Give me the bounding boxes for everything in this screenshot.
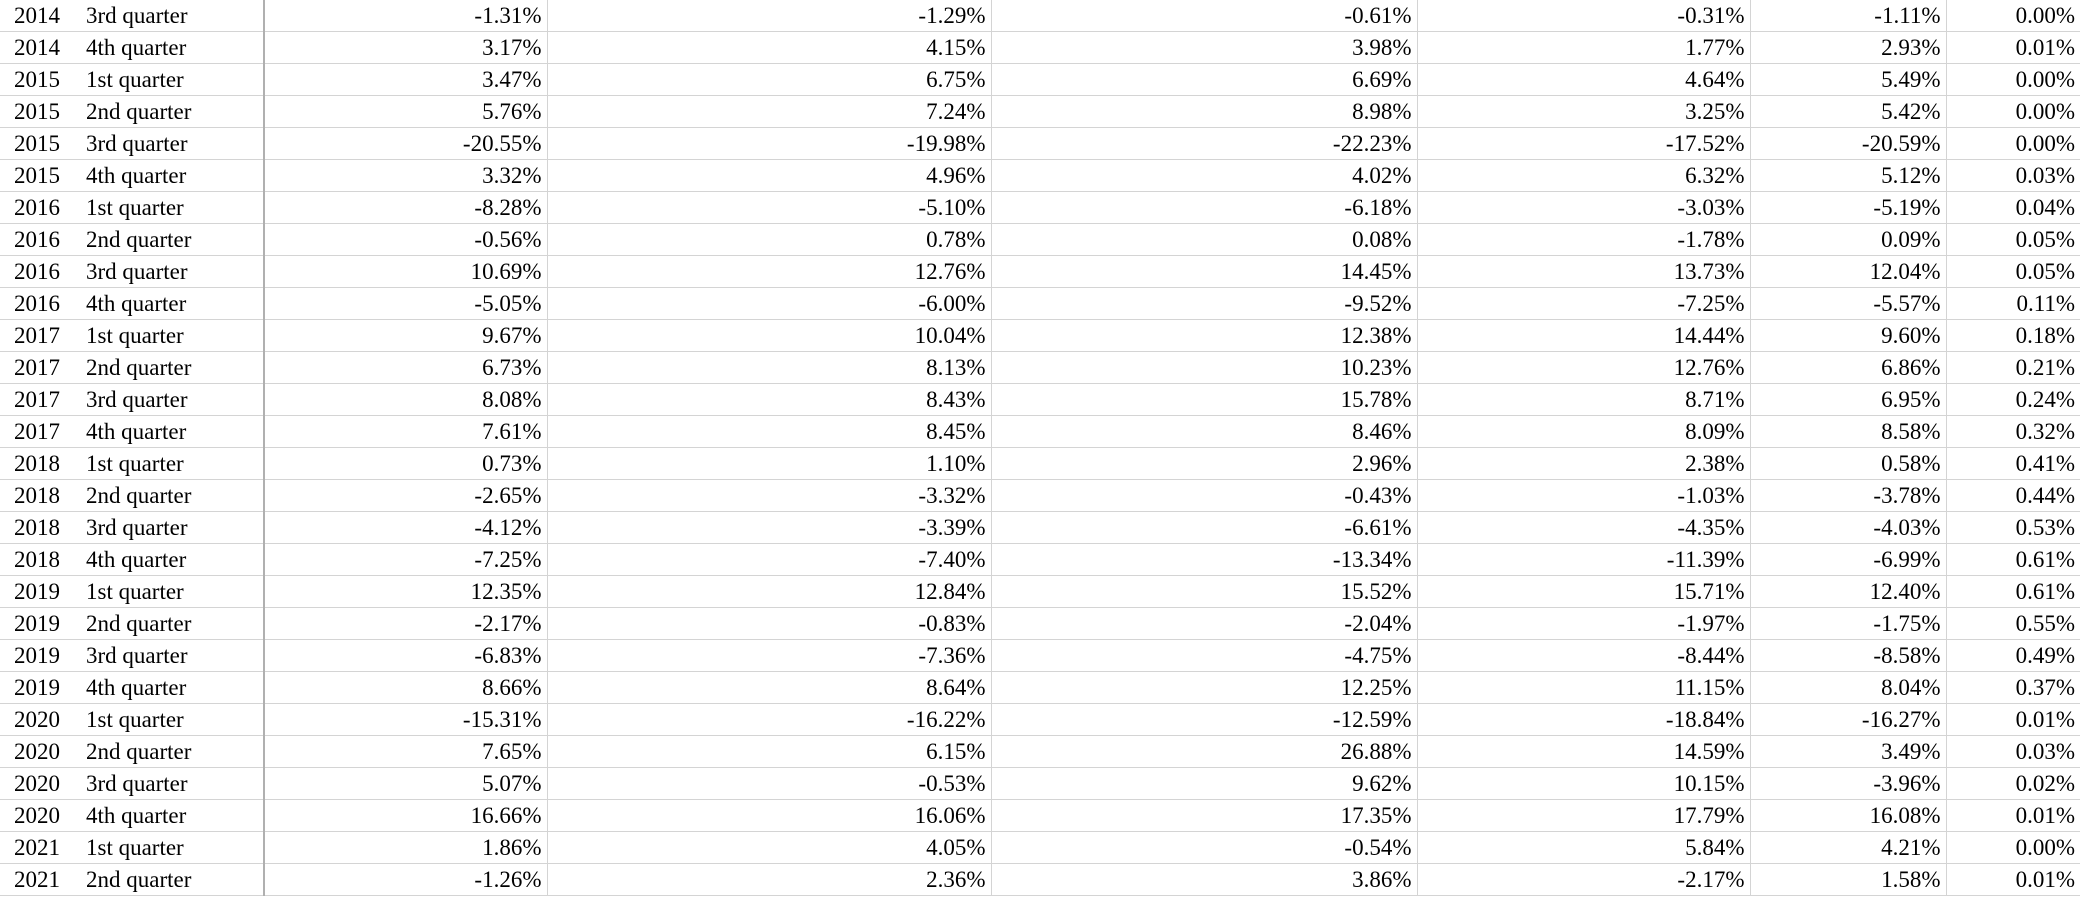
period-cell[interactable] — [0, 640, 264, 672]
year-label: 2019 — [14, 579, 60, 604]
return-cell[interactable]: 14.45% — [991, 256, 1417, 288]
return-cell[interactable]: -3.78% — [1750, 480, 1946, 512]
return-cell[interactable]: 8.45% — [547, 416, 991, 448]
table-row — [0, 576, 2080, 608]
return-cell[interactable]: 0.01% — [1946, 32, 2080, 64]
table-row — [0, 352, 2080, 384]
return-cell[interactable]: -6.99% — [1750, 544, 1946, 576]
return-cell[interactable]: 4.64% — [1417, 64, 1750, 96]
table-row — [0, 864, 2080, 896]
period-cell[interactable] — [0, 512, 264, 544]
return-cell[interactable]: -0.53% — [547, 768, 991, 800]
return-cell[interactable]: -17.52% — [1417, 128, 1750, 160]
table-row — [0, 224, 2080, 256]
year-label: 2015 — [14, 163, 60, 188]
return-cell[interactable]: -19.98% — [547, 128, 991, 160]
return-cell[interactable]: 3.86% — [991, 864, 1417, 896]
return-cell[interactable]: 3.17% — [264, 32, 547, 64]
period-cell[interactable] — [0, 576, 264, 608]
table-row — [0, 160, 2080, 192]
year-label: 2021 — [14, 835, 60, 860]
return-cell[interactable]: 14.44% — [1417, 320, 1750, 352]
year-label: 2018 — [14, 451, 60, 476]
return-cell[interactable]: 7.61% — [264, 416, 547, 448]
quarter-label: 1st quarter — [86, 579, 184, 604]
return-cell[interactable]: 0.53% — [1946, 512, 2080, 544]
quarter-label: 3rd quarter — [86, 771, 188, 796]
table-row — [0, 320, 2080, 352]
quarter-label: 4th quarter — [86, 163, 187, 188]
return-cell[interactable]: -20.59% — [1750, 128, 1946, 160]
return-cell[interactable]: 9.60% — [1750, 320, 1946, 352]
period-cell[interactable] — [0, 160, 264, 192]
year-label: 2016 — [14, 259, 60, 284]
return-cell[interactable]: 4.05% — [547, 832, 991, 864]
return-cell[interactable]: 12.35% — [264, 576, 547, 608]
return-cell[interactable]: -4.03% — [1750, 512, 1946, 544]
year-label: 2020 — [14, 771, 60, 796]
return-cell[interactable]: 7.24% — [547, 96, 991, 128]
quarter-label: 1st quarter — [86, 67, 184, 92]
return-cell[interactable]: 4.21% — [1750, 832, 1946, 864]
period-cell[interactable] — [0, 768, 264, 800]
return-cell[interactable]: 0.55% — [1946, 608, 2080, 640]
return-cell[interactable]: 0.01% — [1946, 800, 2080, 832]
return-cell[interactable]: -6.83% — [264, 640, 547, 672]
return-cell[interactable]: 1.86% — [264, 832, 547, 864]
return-cell[interactable]: 8.58% — [1750, 416, 1946, 448]
return-cell[interactable]: 16.08% — [1750, 800, 1946, 832]
return-cell[interactable]: 16.06% — [547, 800, 991, 832]
return-cell[interactable]: 2.38% — [1417, 448, 1750, 480]
return-cell[interactable]: 8.04% — [1750, 672, 1946, 704]
return-cell[interactable]: -22.23% — [991, 128, 1417, 160]
return-cell[interactable]: -5.19% — [1750, 192, 1946, 224]
quarter-label: 2nd quarter — [86, 867, 192, 892]
return-cell[interactable]: 6.32% — [1417, 160, 1750, 192]
table-row — [0, 512, 2080, 544]
return-cell[interactable]: -16.22% — [547, 704, 991, 736]
year-label: 2020 — [14, 739, 60, 764]
year-label: 2014 — [14, 35, 60, 60]
year-label: 2020 — [14, 707, 60, 732]
table-row — [0, 832, 2080, 864]
return-cell[interactable]: 8.13% — [547, 352, 991, 384]
quarter-label: 4th quarter — [86, 675, 187, 700]
return-cell[interactable]: 6.15% — [547, 736, 991, 768]
year-label: 2017 — [14, 387, 60, 412]
period-cell[interactable] — [0, 416, 264, 448]
quarter-label: 1st quarter — [86, 707, 184, 732]
quarter-label: 3rd quarter — [86, 131, 188, 156]
return-cell[interactable]: 0.58% — [1750, 448, 1946, 480]
return-cell[interactable]: -12.59% — [991, 704, 1417, 736]
return-cell[interactable]: 12.38% — [991, 320, 1417, 352]
return-cell[interactable]: -3.32% — [547, 480, 991, 512]
table-row — [0, 288, 2080, 320]
table-row — [0, 544, 2080, 576]
return-cell[interactable]: 5.49% — [1750, 64, 1946, 96]
return-cell[interactable]: 0.05% — [1946, 256, 2080, 288]
quarter-label: 3rd quarter — [86, 387, 188, 412]
period-cell[interactable] — [0, 128, 264, 160]
return-cell[interactable]: 3.32% — [264, 160, 547, 192]
return-cell[interactable]: 0.04% — [1946, 192, 2080, 224]
return-cell[interactable]: 26.88% — [991, 736, 1417, 768]
return-cell[interactable]: 0.61% — [1946, 576, 2080, 608]
table-row — [0, 736, 2080, 768]
return-cell[interactable]: 0.11% — [1946, 288, 2080, 320]
year-label: 2019 — [14, 611, 60, 636]
period-cell[interactable] — [0, 352, 264, 384]
return-cell[interactable]: 15.52% — [991, 576, 1417, 608]
table-row — [0, 800, 2080, 832]
return-cell[interactable]: 3.49% — [1750, 736, 1946, 768]
return-cell[interactable]: 6.69% — [991, 64, 1417, 96]
table-row — [0, 384, 2080, 416]
return-cell[interactable]: 12.40% — [1750, 576, 1946, 608]
return-cell[interactable]: 9.62% — [991, 768, 1417, 800]
return-cell[interactable]: -0.56% — [264, 224, 547, 256]
year-label: 2014 — [14, 3, 60, 28]
return-cell[interactable]: -5.10% — [547, 192, 991, 224]
quarter-label: 1st quarter — [86, 835, 184, 860]
year-label: 2019 — [14, 643, 60, 668]
return-cell[interactable]: 4.15% — [547, 32, 991, 64]
return-cell[interactable]: 0.01% — [1946, 704, 2080, 736]
quarter-label: 2nd quarter — [86, 739, 192, 764]
return-cell[interactable]: 5.84% — [1417, 832, 1750, 864]
return-cell[interactable]: 0.00% — [1946, 64, 2080, 96]
return-cell[interactable]: -6.00% — [547, 288, 991, 320]
return-cell[interactable]: 8.66% — [264, 672, 547, 704]
return-cell[interactable]: 6.75% — [547, 64, 991, 96]
return-cell[interactable]: -7.25% — [1417, 288, 1750, 320]
year-label: 2015 — [14, 99, 60, 124]
table-row — [0, 128, 2080, 160]
return-cell[interactable]: 12.04% — [1750, 256, 1946, 288]
year-label: 2018 — [14, 547, 60, 572]
return-cell[interactable]: 12.84% — [547, 576, 991, 608]
table-row — [0, 32, 2080, 64]
quarter-label: 2nd quarter — [86, 611, 192, 636]
return-cell[interactable]: 0.08% — [991, 224, 1417, 256]
return-cell[interactable]: 8.08% — [264, 384, 547, 416]
year-label: 2020 — [14, 803, 60, 828]
return-cell[interactable]: 0.49% — [1946, 640, 2080, 672]
return-cell[interactable]: 0.32% — [1946, 416, 2080, 448]
table-row — [0, 64, 2080, 96]
return-cell[interactable]: 5.12% — [1750, 160, 1946, 192]
return-cell[interactable]: 15.71% — [1417, 576, 1750, 608]
return-cell[interactable]: 0.02% — [1946, 768, 2080, 800]
return-cell[interactable]: -1.75% — [1750, 608, 1946, 640]
return-cell[interactable]: 2.36% — [547, 864, 991, 896]
table-row — [0, 416, 2080, 448]
return-cell[interactable]: -18.84% — [1417, 704, 1750, 736]
table-row — [0, 96, 2080, 128]
table-row — [0, 640, 2080, 672]
period-cell[interactable] — [0, 608, 264, 640]
return-cell[interactable]: -5.05% — [264, 288, 547, 320]
return-cell[interactable]: 0.73% — [264, 448, 547, 480]
quarter-label: 1st quarter — [86, 323, 184, 348]
period-cell[interactable] — [0, 32, 264, 64]
return-cell[interactable]: -0.43% — [991, 480, 1417, 512]
return-cell[interactable]: 10.23% — [991, 352, 1417, 384]
return-cell[interactable]: 5.42% — [1750, 96, 1946, 128]
period-cell[interactable] — [0, 832, 264, 864]
year-label: 2018 — [14, 483, 60, 508]
return-cell[interactable]: -1.78% — [1417, 224, 1750, 256]
return-cell[interactable]: 6.86% — [1750, 352, 1946, 384]
period-cell[interactable] — [0, 224, 264, 256]
quarter-label: 3rd quarter — [86, 3, 188, 28]
return-cell[interactable]: 6.73% — [264, 352, 547, 384]
period-cell[interactable] — [0, 736, 264, 768]
return-cell[interactable]: -2.04% — [991, 608, 1417, 640]
return-cell[interactable]: 0.01% — [1946, 864, 2080, 896]
period-cell[interactable] — [0, 800, 264, 832]
table-row — [0, 608, 2080, 640]
table-row — [0, 768, 2080, 800]
year-label: 2017 — [14, 323, 60, 348]
table-row — [0, 704, 2080, 736]
return-cell[interactable]: -3.96% — [1750, 768, 1946, 800]
return-cell[interactable]: -4.12% — [264, 512, 547, 544]
return-cell[interactable]: 8.98% — [991, 96, 1417, 128]
quarter-label: 3rd quarter — [86, 515, 188, 540]
table-row — [0, 448, 2080, 480]
quarter-label: 4th quarter — [86, 35, 187, 60]
return-cell[interactable]: 0.41% — [1946, 448, 2080, 480]
return-cell[interactable]: 0.03% — [1946, 736, 2080, 768]
table-row — [0, 672, 2080, 704]
return-cell[interactable]: 5.07% — [264, 768, 547, 800]
table-row — [0, 256, 2080, 288]
period-cell[interactable] — [0, 256, 264, 288]
return-cell[interactable]: -11.39% — [1417, 544, 1750, 576]
period-cell[interactable] — [0, 288, 264, 320]
year-label: 2015 — [14, 131, 60, 156]
quarter-label: 4th quarter — [86, 803, 187, 828]
return-cell[interactable]: -9.52% — [991, 288, 1417, 320]
return-cell[interactable]: 0.00% — [1946, 96, 2080, 128]
return-cell[interactable]: -5.57% — [1750, 288, 1946, 320]
period-cell[interactable] — [0, 672, 264, 704]
return-cell[interactable]: -2.65% — [264, 480, 547, 512]
return-cell[interactable]: 0.03% — [1946, 160, 2080, 192]
return-cell[interactable]: 2.96% — [991, 448, 1417, 480]
return-cell[interactable]: 8.43% — [547, 384, 991, 416]
return-cell[interactable]: -6.61% — [991, 512, 1417, 544]
return-cell[interactable]: -1.29% — [547, 0, 991, 32]
quarter-label: 2nd quarter — [86, 483, 192, 508]
return-cell[interactable]: 8.71% — [1417, 384, 1750, 416]
return-cell[interactable]: 12.76% — [1417, 352, 1750, 384]
period-cell[interactable] — [0, 448, 264, 480]
year-label: 2018 — [14, 515, 60, 540]
return-cell[interactable]: 17.79% — [1417, 800, 1750, 832]
year-label: 2019 — [14, 675, 60, 700]
return-cell[interactable]: 0.21% — [1946, 352, 2080, 384]
return-cell[interactable]: -1.97% — [1417, 608, 1750, 640]
return-cell[interactable]: -8.44% — [1417, 640, 1750, 672]
period-cell[interactable] — [0, 384, 264, 416]
return-cell[interactable]: 0.18% — [1946, 320, 2080, 352]
return-cell[interactable]: -0.31% — [1417, 0, 1750, 32]
quarter-label: 3rd quarter — [86, 643, 188, 668]
period-cell[interactable] — [0, 0, 264, 32]
return-cell[interactable]: -8.28% — [264, 192, 547, 224]
quarter-label: 1st quarter — [86, 195, 184, 220]
return-cell[interactable]: 1.77% — [1417, 32, 1750, 64]
return-cell[interactable]: -15.31% — [264, 704, 547, 736]
return-cell[interactable]: 5.76% — [264, 96, 547, 128]
period-cell[interactable] — [0, 704, 264, 736]
return-cell[interactable]: 1.58% — [1750, 864, 1946, 896]
return-cell[interactable]: 0.24% — [1946, 384, 2080, 416]
table-row — [0, 192, 2080, 224]
period-cell[interactable] — [0, 320, 264, 352]
return-cell[interactable]: 12.25% — [991, 672, 1417, 704]
return-cell[interactable]: 8.46% — [991, 416, 1417, 448]
return-cell[interactable]: 2.93% — [1750, 32, 1946, 64]
return-cell[interactable]: -3.39% — [547, 512, 991, 544]
return-cell[interactable]: 4.96% — [547, 160, 991, 192]
return-cell[interactable]: -7.25% — [264, 544, 547, 576]
return-cell[interactable]: 7.65% — [264, 736, 547, 768]
return-cell[interactable]: 0.44% — [1946, 480, 2080, 512]
return-cell[interactable]: 1.10% — [547, 448, 991, 480]
return-cell[interactable]: -13.34% — [991, 544, 1417, 576]
return-cell[interactable]: 14.59% — [1417, 736, 1750, 768]
return-cell[interactable]: -2.17% — [264, 608, 547, 640]
return-cell[interactable]: -0.83% — [547, 608, 991, 640]
quarter-label: 4th quarter — [86, 291, 187, 316]
year-label: 2017 — [14, 355, 60, 380]
return-cell[interactable]: -2.17% — [1417, 864, 1750, 896]
return-cell[interactable]: -1.03% — [1417, 480, 1750, 512]
return-cell[interactable]: 10.04% — [547, 320, 991, 352]
return-cell[interactable]: 16.66% — [264, 800, 547, 832]
period-cell[interactable] — [0, 480, 264, 512]
return-cell[interactable]: 10.15% — [1417, 768, 1750, 800]
return-cell[interactable]: 0.37% — [1946, 672, 2080, 704]
period-cell[interactable] — [0, 864, 264, 896]
year-label: 2016 — [14, 195, 60, 220]
return-cell[interactable]: 10.69% — [264, 256, 547, 288]
return-cell[interactable]: -4.75% — [991, 640, 1417, 672]
quarter-label: 4th quarter — [86, 547, 187, 572]
period-cell[interactable] — [0, 64, 264, 96]
return-cell[interactable]: 12.76% — [547, 256, 991, 288]
return-cell[interactable]: 6.95% — [1750, 384, 1946, 416]
return-cell[interactable]: 0.09% — [1750, 224, 1946, 256]
return-cell[interactable]: 4.02% — [991, 160, 1417, 192]
year-label: 2016 — [14, 227, 60, 252]
table-row — [0, 0, 2080, 32]
quarter-label: 3rd quarter — [86, 259, 188, 284]
return-cell[interactable]: 0.61% — [1946, 544, 2080, 576]
return-cell[interactable]: 8.64% — [547, 672, 991, 704]
return-cell[interactable]: 0.78% — [547, 224, 991, 256]
return-cell[interactable]: 0.00% — [1946, 0, 2080, 32]
return-cell[interactable]: 0.05% — [1946, 224, 2080, 256]
return-cell[interactable]: -4.35% — [1417, 512, 1750, 544]
return-cell[interactable]: -20.55% — [264, 128, 547, 160]
return-cell[interactable]: -8.58% — [1750, 640, 1946, 672]
return-cell[interactable]: 8.09% — [1417, 416, 1750, 448]
return-cell[interactable]: -6.18% — [991, 192, 1417, 224]
return-cell[interactable]: -7.40% — [547, 544, 991, 576]
return-cell[interactable]: -16.27% — [1750, 704, 1946, 736]
return-cell[interactable]: 0.00% — [1946, 128, 2080, 160]
table-row — [0, 480, 2080, 512]
year-label: 2017 — [14, 419, 60, 444]
return-cell[interactable]: 3.25% — [1417, 96, 1750, 128]
return-cell[interactable]: 9.67% — [264, 320, 547, 352]
quarter-label: 4th quarter — [86, 419, 187, 444]
return-cell[interactable]: 13.73% — [1417, 256, 1750, 288]
return-cell[interactable]: -7.36% — [547, 640, 991, 672]
quarter-label: 2nd quarter — [86, 355, 192, 380]
year-label: 2016 — [14, 291, 60, 316]
return-cell[interactable]: 15.78% — [991, 384, 1417, 416]
return-cell[interactable]: -1.31% — [264, 0, 547, 32]
quarter-label: 2nd quarter — [86, 227, 192, 252]
return-cell[interactable]: 0.00% — [1946, 832, 2080, 864]
return-cell[interactable]: -0.61% — [991, 0, 1417, 32]
quarter-label: 1st quarter — [86, 451, 184, 476]
return-cell[interactable]: -1.26% — [264, 864, 547, 896]
return-cell[interactable]: 17.35% — [991, 800, 1417, 832]
return-cell[interactable]: 3.98% — [991, 32, 1417, 64]
quarter-label: 2nd quarter — [86, 99, 192, 124]
return-cell[interactable]: -1.11% — [1750, 0, 1946, 32]
period-cell[interactable] — [0, 544, 264, 576]
period-cell[interactable] — [0, 96, 264, 128]
year-label: 2015 — [14, 67, 60, 92]
return-cell[interactable]: 3.47% — [264, 64, 547, 96]
period-cell[interactable] — [0, 192, 264, 224]
year-label: 2021 — [14, 867, 60, 892]
return-cell[interactable]: -0.54% — [991, 832, 1417, 864]
return-cell[interactable]: 11.15% — [1417, 672, 1750, 704]
return-cell[interactable]: -3.03% — [1417, 192, 1750, 224]
